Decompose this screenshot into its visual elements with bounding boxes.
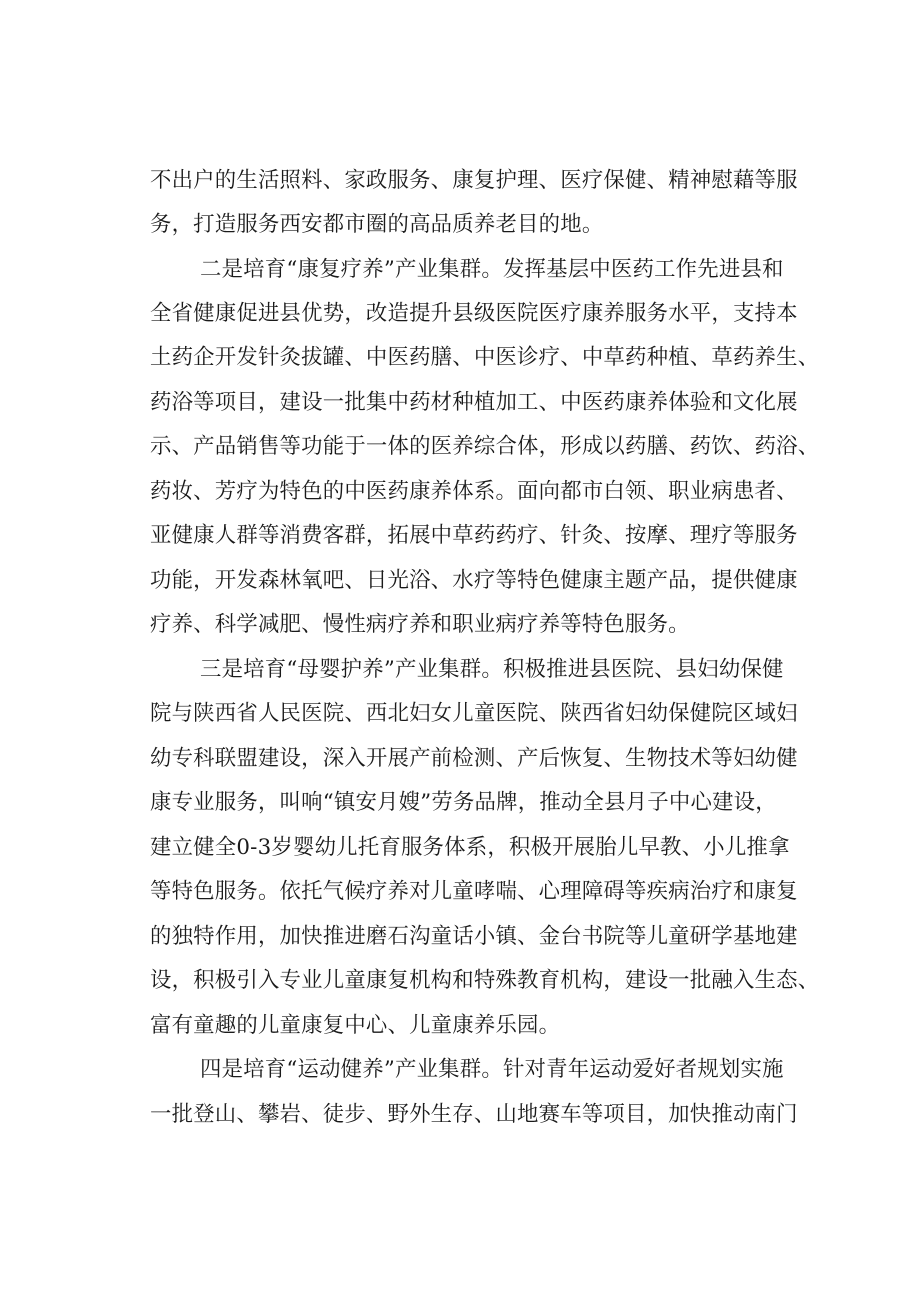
text-line: 幼专科联盟建设，深入开展产前检测、产后恢复、生物技术等妇幼健 bbox=[150, 746, 798, 771]
text-line: 的独特作用，加快推进磨石沟童话小镇、金台书院等儿童研学基地建 bbox=[150, 924, 798, 949]
text-line: 亚健康人群等消费客群，拓展中草药药疗、针灸、按摩、理疗等服务 bbox=[150, 523, 798, 548]
text-line: 药浴等项目，建设一批集中药材种植加工、中医药康养体验和文化展 bbox=[150, 390, 798, 415]
text-line: 务，打造服务西安都市圈的高品质养老目的地。 bbox=[150, 212, 604, 237]
text-line: 院与陕西省人民医院、西北妇女儿童医院、陕西省妇幼保健院区域妇 bbox=[150, 701, 798, 726]
text-line: 设，积极引入专业儿童康复机构和特殊教育机构，建设一批融入生态、 bbox=[150, 968, 820, 993]
text-line: 建立健全0-3岁婴幼儿托育服务体系，积极开展胎儿早教、小儿推拿 bbox=[150, 835, 790, 860]
text-line: 功能，开发森林氧吧、日光浴、水疗等特色健康主题产品，提供健康 bbox=[150, 568, 798, 593]
text-line: 药妆、芳疗为特色的中医药康养体系。面向都市白领、职业病患者、 bbox=[150, 479, 798, 504]
text-line: 等特色服务。依托气候疗养对儿童哮喘、心理障碍等疾病治疗和康复 bbox=[150, 879, 798, 904]
paragraph-start-line: 二是培育“康复疗养”产业集群。发挥基层中医药工作先进县和 bbox=[200, 257, 784, 282]
text-line: 康专业服务，叫响“镇安月嫂”劳务品牌，推动全县月子中心建设， bbox=[150, 790, 777, 815]
text-line: 一批登山、攀岩、徒步、野外生存、山地赛车等项目，加快推动南门 bbox=[150, 1102, 798, 1127]
text-line: 全省健康促进县优势，改造提升县级医院医疗康养服务水平，支持本 bbox=[150, 301, 798, 326]
text-line: 不出户的生活照料、家政服务、康复护理、医疗保健、精神慰藉等服 bbox=[150, 168, 798, 193]
text-line: 土药企开发针灸拔罐、中医药膳、中医诊疗、中草药种植、草药养生、 bbox=[150, 345, 820, 370]
text-line: 示、产品销售等功能于一体的医养综合体，形成以药膳、药饮、药浴、 bbox=[150, 434, 820, 459]
paragraph-start-line: 四是培育“运动健养”产业集群。针对青年运动爱好者规划实施 bbox=[200, 1057, 784, 1082]
paragraph-start-line: 三是培育“母婴护养”产业集群。积极推进县医院、县妇幼保健 bbox=[200, 657, 784, 682]
text-line: 疗养、科学减肥、慢性病疗养和职业病疗养等特色服务。 bbox=[150, 612, 690, 637]
text-line: 富有童趣的儿童康复中心、儿童康养乐园。 bbox=[150, 1013, 561, 1038]
